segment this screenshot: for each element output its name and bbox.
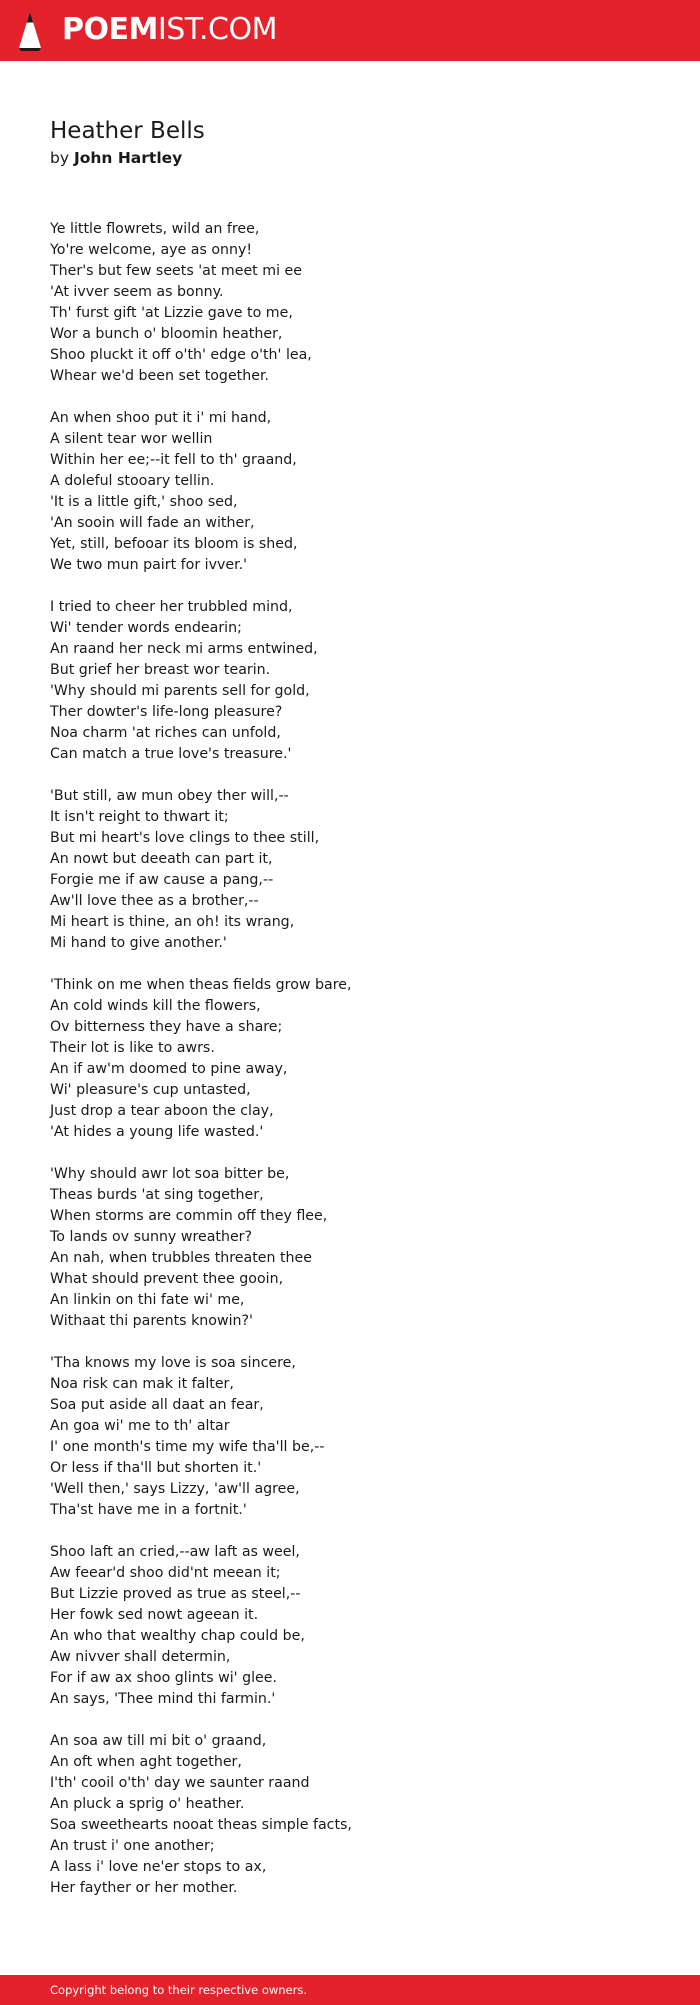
stanza	[50, 219, 650, 387]
poem-line: 'At ivver seem as bonny.	[50, 284, 224, 300]
poem-line: An trust i' one another;	[50, 1838, 215, 1854]
poem-line: Noa risk can mak it falter,	[50, 1376, 234, 1392]
poem-line: Ther dowter's life-long pleasure?	[50, 704, 283, 720]
stanza	[50, 1731, 650, 1899]
by-label: by	[50, 149, 70, 167]
poem-line: Wi' pleasure's cup untasted,	[50, 1082, 251, 1098]
poem-line: Shoo laft an cried,--aw laft as weel,	[50, 1544, 300, 1560]
poem-line: Mi heart is thine, an oh! its wrang,	[50, 914, 295, 930]
poem-line: Their lot is like to awrs.	[50, 1040, 215, 1056]
poem-line: Noa charm 'at riches can unfold,	[50, 725, 281, 741]
poem-line: An who that wealthy chap could be,	[50, 1628, 305, 1644]
poem-line: 'An sooin will fade an wither,	[50, 515, 255, 531]
poem-line: We two mun pairt for ivver.'	[50, 557, 248, 573]
poem-line: But Lizzie proved as true as steel,--	[50, 1586, 301, 1602]
poem-heading	[50, 116, 650, 170]
poem-line: An raand her neck mi arms entwined,	[50, 641, 318, 657]
poem-line: 'Why should awr lot soa bitter be,	[50, 1166, 290, 1182]
poem-line: Mi hand to give another.'	[50, 935, 227, 951]
poem-line: Her fowk sed nowt ageean it.	[50, 1607, 259, 1623]
poem-line: It isn't reight to thwart it;	[50, 809, 229, 825]
poem-line: Ther's but few seets 'at meet mi ee	[50, 263, 302, 279]
poem-line: Whear we'd been set together.	[50, 368, 269, 384]
poem-line: Shoo pluckt it off o'th' edge o'th' lea,	[50, 347, 312, 363]
stanza	[50, 597, 650, 765]
poem-line: I' one month's time my wife tha'll be,--	[50, 1439, 325, 1455]
poem-body	[50, 219, 650, 1920]
poem-line: But mi heart's love clings to thee still,	[50, 830, 320, 846]
poem-line: 'Well then,' says Lizzy, 'aw'll agree,	[50, 1481, 300, 1497]
stanza	[50, 786, 650, 954]
copyright-notice: Copyright belong to their respective owners.	[50, 1983, 308, 1997]
poem-line: Wor a bunch o' bloomin heather,	[50, 326, 283, 342]
logo-bold-text: POEM	[62, 12, 158, 47]
stanza	[50, 1353, 650, 1521]
poem-line: An nowt but deeath can part it,	[50, 851, 273, 867]
poem-line: Aw feear'd shoo did'nt meean it;	[50, 1565, 281, 1581]
poem-line: When storms are commin off they flee,	[50, 1208, 328, 1224]
poem-line: A doleful stooary tellin.	[50, 473, 215, 489]
poem-line: An pluck a sprig o' heather.	[50, 1796, 245, 1812]
poem-line: 'Think on me when theas fields grow bare,	[50, 977, 352, 993]
poem-line: Aw'll love thee as a brother,--	[50, 893, 259, 909]
poem-line: 'It is a little gift,' shoo sed,	[50, 494, 238, 510]
poem-line: An if aw'm doomed to pine away,	[50, 1061, 288, 1077]
poem-line: Can match a true love's treasure.'	[50, 746, 292, 762]
poem-line: Ov bitterness they have a share;	[50, 1019, 283, 1035]
poem-line: Tha'st have me in a fortnit.'	[50, 1502, 247, 1518]
poem-line: Just drop a tear aboon the clay,	[50, 1103, 274, 1119]
poem-line: Aw nivver shall determin,	[50, 1649, 231, 1665]
pencil-tip-icon[interactable]	[18, 11, 42, 51]
poem-line: Yo're welcome, aye as onny!	[50, 242, 253, 258]
poem-line: An nah, when trubbles threaten thee	[50, 1250, 313, 1266]
poem-line: 'But still, aw mun obey ther will,--	[50, 788, 289, 804]
site-footer	[0, 1975, 700, 2005]
poem-line: To lands ov sunny wreather?	[50, 1229, 253, 1245]
poem-line: Theas burds 'at sing together,	[50, 1187, 264, 1203]
poem-line: For if aw ax shoo glints wi' glee.	[50, 1670, 277, 1686]
poem-line: Th' furst gift 'at Lizzie gave to me,	[50, 305, 293, 321]
poem-line: Soa sweethearts nooat theas simple facts,	[50, 1817, 352, 1833]
poem-line: Yet, still, befooar its bloom is shed,	[50, 536, 298, 552]
poem-line: Within her ee;--it fell to th' graand,	[50, 452, 297, 468]
poem-line: Ye little flowrets, wild an free,	[50, 221, 260, 237]
stanza	[50, 408, 650, 576]
site-logo[interactable]	[62, 10, 277, 50]
poem-line: Her fayther or her mother.	[50, 1880, 238, 1896]
poem-line: But grief her breast wor tearin.	[50, 662, 271, 678]
byline	[50, 146, 650, 170]
poem-line: An goa wi' me to th' altar	[50, 1418, 230, 1434]
poem-line: Soa put aside all daat an fear,	[50, 1397, 264, 1413]
poem-line: Forgie me if aw cause a pang,--	[50, 872, 274, 888]
poem-line: Wi' tender words endearin;	[50, 620, 242, 636]
stanza	[50, 1164, 650, 1332]
stanza	[50, 975, 650, 1143]
logo-light-text: IST.COM	[157, 12, 277, 47]
poem-line: Or less if tha'll but shorten it.'	[50, 1460, 262, 1476]
poem-title: Heather Bells	[50, 118, 205, 144]
poem-line: An soa aw till mi bit o' graand,	[50, 1733, 267, 1749]
author-name: John Hartley	[73, 149, 183, 167]
stanza	[50, 1542, 650, 1710]
poem-line: 'Tha knows my love is soa sincere,	[50, 1355, 296, 1371]
poem-line: An oft when aght together,	[50, 1754, 242, 1770]
poem-line: An linkin on thi fate wi' me,	[50, 1292, 245, 1308]
poem-line: I'th' cooil o'th' day we saunter raand	[50, 1775, 310, 1791]
poem-line: A silent tear wor wellin	[50, 431, 213, 447]
poem-line: A lass i' love ne'er stops to ax,	[50, 1859, 267, 1875]
poem-line: I tried to cheer her trubbled mind,	[50, 599, 293, 615]
poem-line: An cold winds kill the flowers,	[50, 998, 261, 1014]
poem-line: What should prevent thee gooin,	[50, 1271, 284, 1287]
poem-line: 'Why should mi parents sell for gold,	[50, 683, 310, 699]
poem-line: Withaat thi parents knowin?'	[50, 1313, 253, 1329]
poem-line: An when shoo put it i' mi hand,	[50, 410, 272, 426]
poem-line: 'At hides a young life wasted.'	[50, 1124, 264, 1140]
poem-line: An says, 'Thee mind thi farmin.'	[50, 1691, 276, 1707]
site-header	[0, 0, 700, 61]
